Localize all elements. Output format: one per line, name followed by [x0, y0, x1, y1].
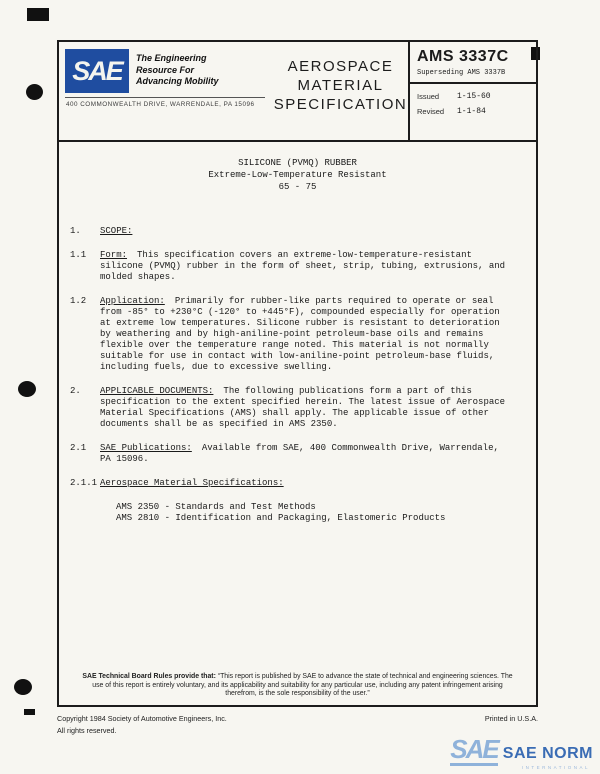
document-header — [59, 42, 536, 142]
revised-label: Revised — [417, 107, 445, 116]
spec-title-block — [59, 157, 536, 193]
sae-logo-block — [59, 42, 273, 140]
spec-number: AMS 3337C — [417, 48, 509, 65]
address-divider — [65, 97, 265, 98]
doc-type-line: AEROSPACE — [287, 58, 394, 75]
section-number: 2.1 — [70, 443, 87, 453]
technical-board-rules — [81, 673, 514, 699]
section-number: 2. — [70, 386, 81, 396]
section-heading: SCOPE: — [100, 226, 133, 236]
spec-subtitle: Extreme-Low-Temperature Resistant — [208, 170, 387, 180]
scan-corner-mark — [27, 8, 49, 21]
issued-label: Issued — [417, 92, 440, 101]
sae-norm-watermark — [450, 736, 593, 766]
referenced-documents-list — [70, 502, 514, 524]
section-applicable-documents — [70, 386, 514, 430]
spec-body — [70, 226, 514, 524]
sae-address: 400 COMMONWEALTH DRIVE, WARRENDALE, PA 15096 — [66, 101, 255, 108]
copyright-row — [57, 714, 538, 723]
binder-hole-top — [26, 84, 43, 100]
binder-hole-bottom — [14, 679, 32, 695]
sae-logo: SAE — [65, 49, 129, 93]
section-ams-specs — [70, 478, 514, 489]
section-heading: Form: — [100, 250, 128, 260]
section-text: The following publications form a part of this specification to the extent specified herein. The latest issue of Aerospace Material Specifications (AMS) shall apply. The applicable issue of other documents shall be as specified in AMS 2350. — [100, 386, 506, 429]
section-number: 1.1 — [70, 250, 87, 260]
section-heading: Application: — [100, 296, 165, 306]
issued-row — [417, 92, 529, 101]
section-heading: SAE Publications: — [100, 443, 192, 453]
section-heading: Aerospace Material Specifications: — [100, 478, 284, 488]
sae-norm-subtext: INTERNATIONAL — [521, 765, 590, 770]
scan-bottom-mark — [24, 709, 35, 715]
document-frame — [57, 40, 538, 707]
spec-number-block — [408, 42, 536, 140]
revised-row — [417, 107, 529, 116]
section-form — [70, 250, 514, 283]
revised-date: 1-1-84 — [457, 107, 486, 116]
spec-title: SILICONE (PVMQ) RUBBER — [238, 158, 357, 168]
list-item: AMS 2810 - Identification and Packaging, Elastomeric Products — [116, 513, 446, 523]
tagline-line: Advancing Mobility — [136, 76, 219, 86]
section-number: 1. — [70, 226, 81, 236]
spec-hardness-range: 65 - 75 — [278, 182, 317, 192]
tagline-line: The Engineering — [136, 53, 207, 63]
section-scope — [70, 226, 514, 237]
section-text: Available from SAE, 400 Commonwealth Drive, Warrendale, PA 15096. — [100, 443, 499, 464]
section-sae-publications — [70, 443, 514, 465]
section-number: 1.2 — [70, 296, 87, 306]
section-heading: APPLICABLE DOCUMENTS: — [100, 386, 214, 396]
doc-type-line: MATERIAL — [297, 77, 384, 94]
doc-type-line: SPECIFICATION — [273, 96, 408, 113]
copyright-text: Copyright 1984 Society of Automotive Engineers, Inc. — [57, 714, 227, 723]
binder-hole-middle — [18, 381, 36, 397]
superseding-note: Superseding AMS 3337B — [417, 69, 506, 77]
board-rules-body: “This report is published by SAE to advance the state of technical and engineering sciences. The use of this report is entirely voluntary, and its applicability and suitability for any particular use, including any patent infringement arising therefrom, is the sole responsibility of the user.” — [92, 673, 513, 698]
issued-date: 1-15-60 — [457, 92, 491, 101]
printed-in-usa: Printed in U.S.A. — [484, 714, 538, 723]
all-rights-reserved: All rights reserved. — [57, 726, 117, 735]
list-item: AMS 2350 - Standards and Test Methods — [116, 502, 316, 512]
section-text: Primarily for rubber-like parts required to operate or seal from -85° to +230°C (-120° to +445°F), compounded especially for operation at extreme low temperatures. Silicone rubber is resistant to deterioration by weathering and by high-aniline-point petroleum-base oils and remains flexible over the temperature range noted. This material is not normally suitable for use in contact with low-aniline-point petroleum-base fluids, including fuels, due to excessive swelling. — [100, 296, 500, 372]
tagline-line: Resource For — [136, 64, 195, 75]
document-type-title — [273, 42, 408, 140]
section-application — [70, 296, 514, 373]
sae-tagline — [136, 49, 219, 93]
board-rules-intro: SAE Technical Board Rules provide that: — [82, 673, 216, 681]
sae-norm-logo-icon: SAE — [450, 734, 498, 764]
section-text: This specification covers an extreme-low-temperature-resistant silicone (PVMQ) rubber in the form of sheet, strip, tubing, extrusions, and molded shapes. — [100, 250, 506, 282]
sae-norm-text: SAE NORM — [502, 745, 593, 762]
section-number: 2.1.1 — [70, 478, 98, 488]
